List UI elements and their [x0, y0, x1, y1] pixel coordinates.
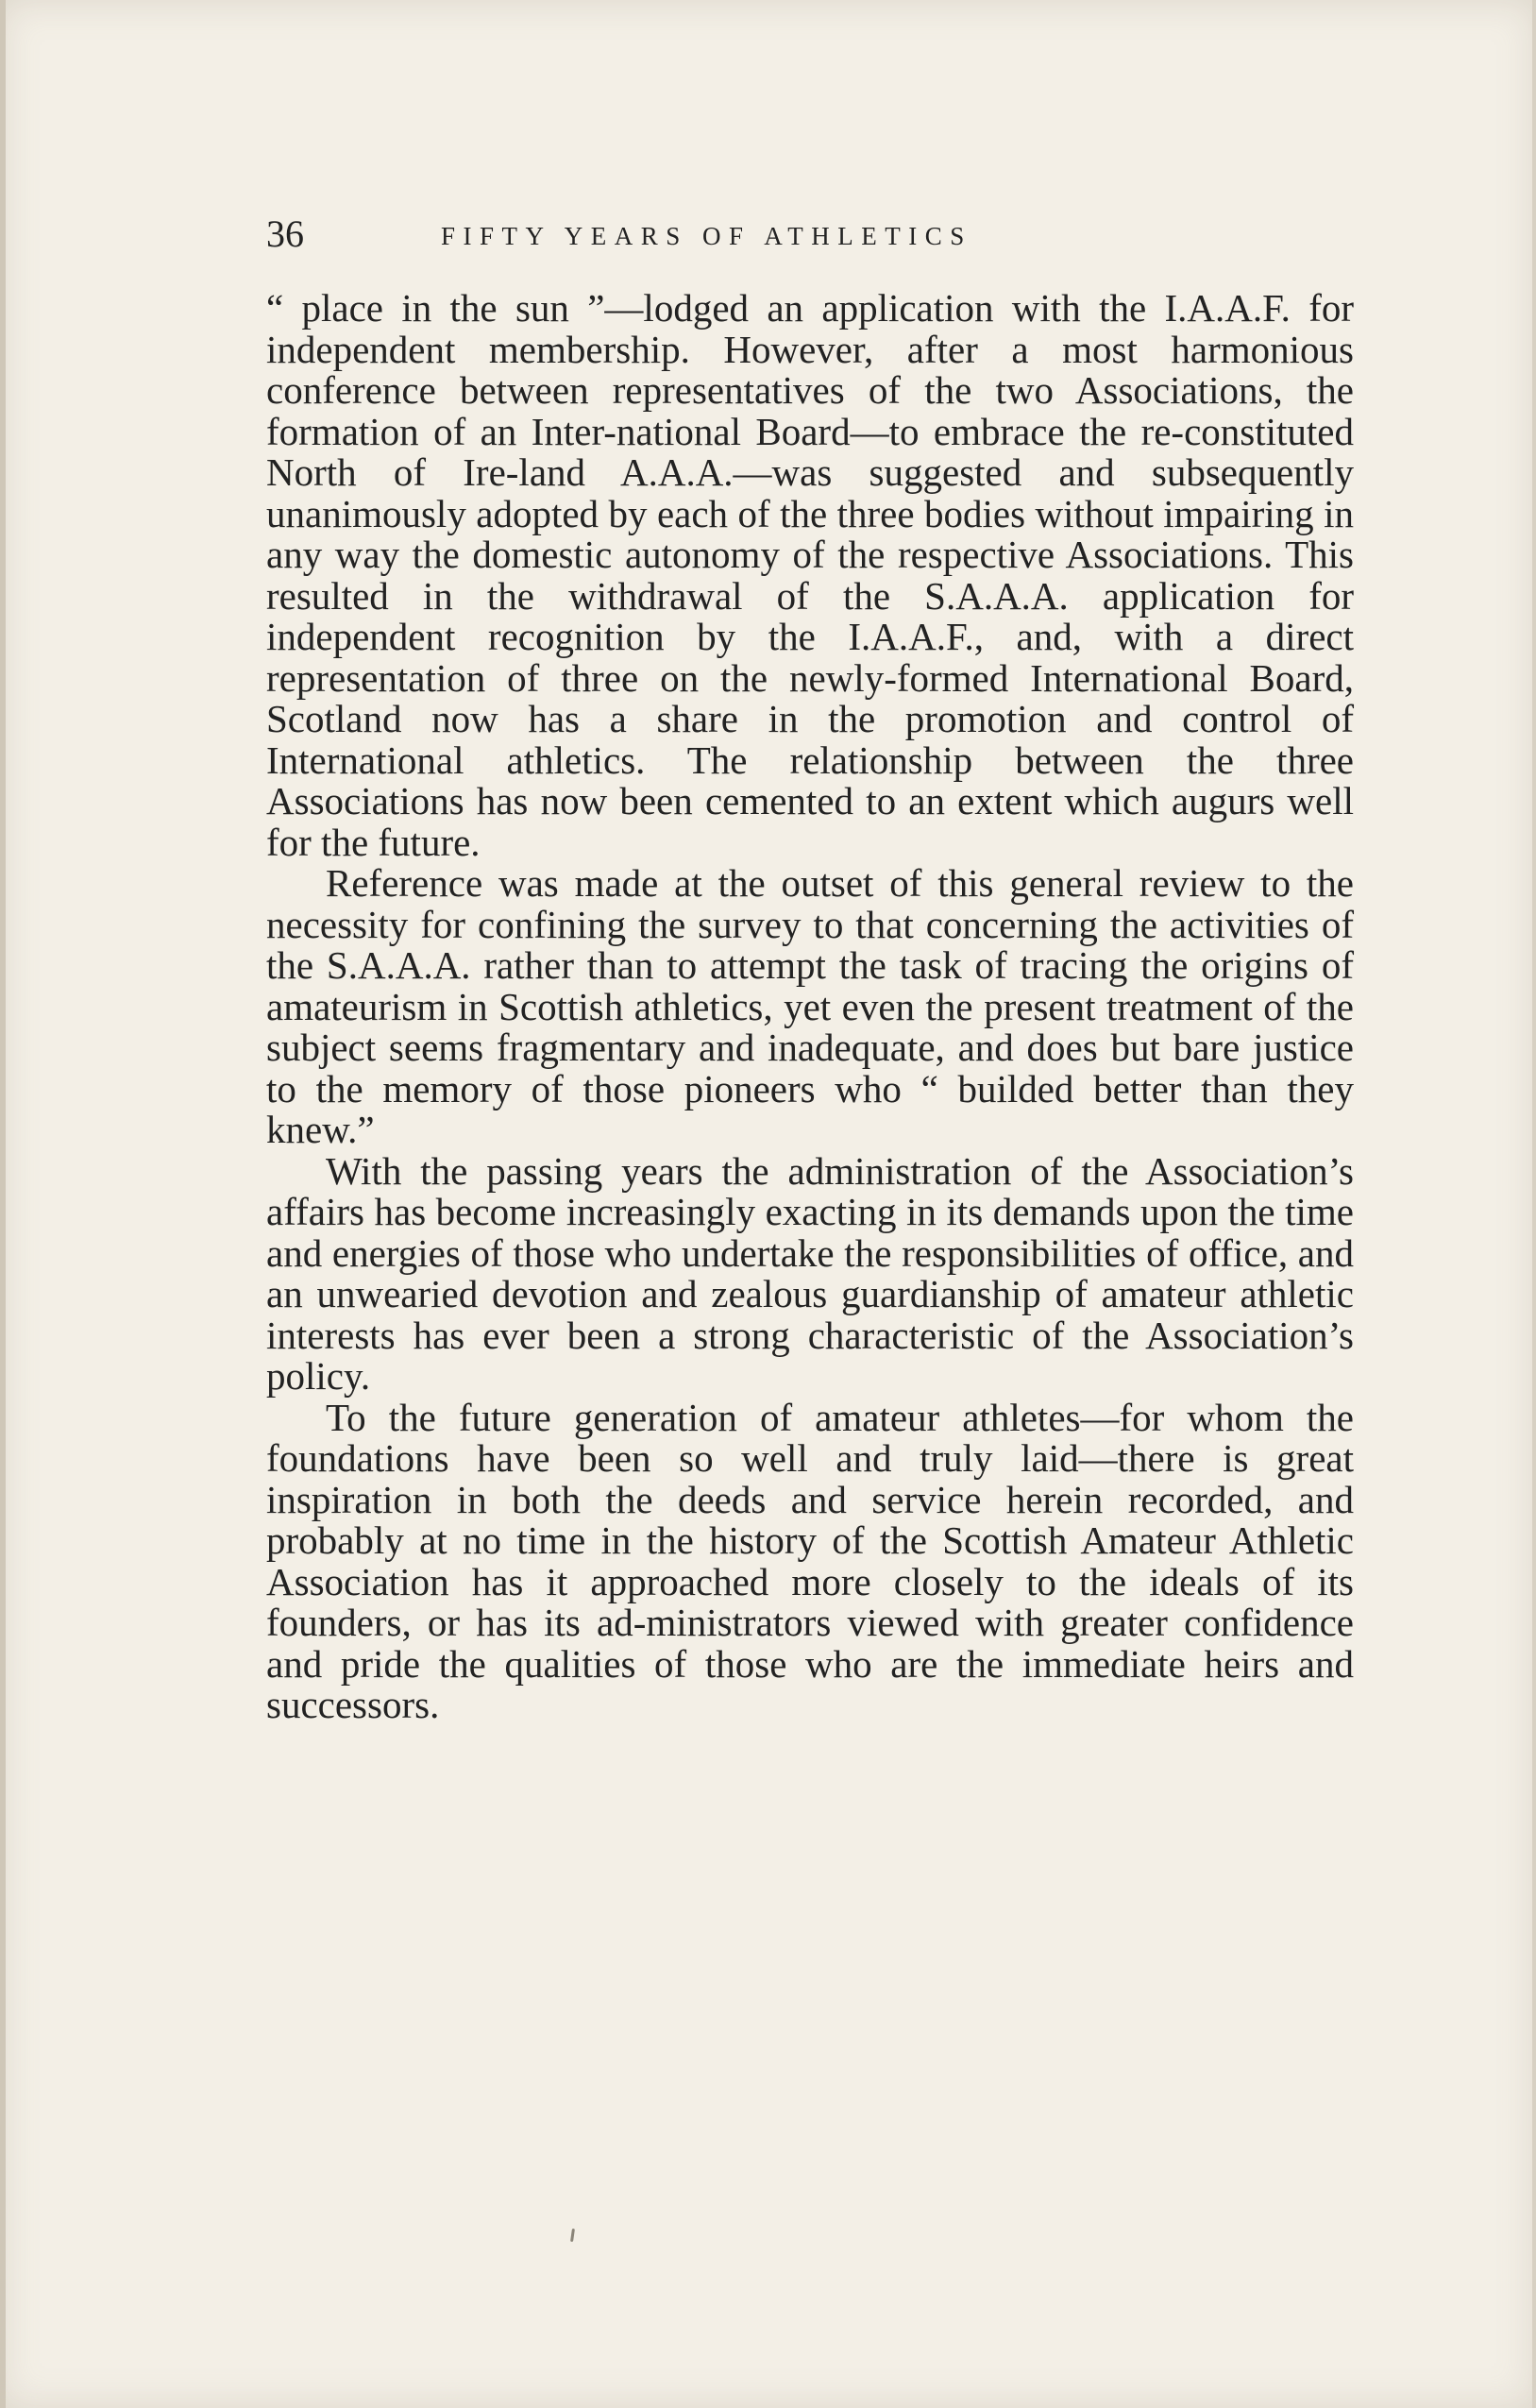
paper-speck [570, 2229, 575, 2242]
paragraph: Reference was made at the outset of this general review to the necessity for confining the survey to that concerning the activities of the S.A.A.A. rather than to attempt the task of tracing the origins of amateurism in Scottish athletics, yet even the present treatment of the subject seems fragmentary and inadequate, and does but bare justice to the memory of those pioneers who “ builded better than they knew.” [266, 861, 1354, 1151]
running-head [266, 212, 1361, 256]
page-right-edge [1532, 0, 1536, 2408]
page-number: 36 [266, 212, 304, 255]
paragraph: With the passing years the administration of the Association’s affairs has become increasingly exacting in its demands upon the time and energies of those who undertake the responsibilities of office, and an unwearied devotion and zealous guardianship of amateur athletic interests has ever been a strong characteristic of the Association’s policy. [266, 1148, 1354, 1398]
paragraph: To the future generation of amateur athletes—for whom the foundations have been so well and truly laid—there is great inspiration in both the deeds and service herein recorded, and probably at no time in the history of the Scottish Amateur Athletic Association has it approached more closely to the ideals of its founders, or has its ad-ministrators viewed with greater confidence and pride the qualities of those who are the immediate heirs and successors. [266, 1395, 1354, 1726]
paragraph: “ place in the sun ”—lodged an application with the I.A.A.F. for independent membership. However, after a most harmonious conference between representatives of the two Associations, the formation of an Inter-national Board—to embrace the re-constituted North of Ire-land A.A.A.—was suggested and subsequently unanimously adopted by each of the three bodies without impairing in any way the domestic autonomy of the respective Associations. This resulted in the withdrawal of the S.A.A.A. application for independent recognition by the I.A.A.F., and, with a direct representation of three on the newly-formed International Board, Scotland now has a share in the promotion and control of International athletics. The relationship between the three Associations has now been cemented to an extent which augurs well for the future. [266, 286, 1354, 864]
page-left-edge [0, 0, 6, 2408]
body-text [266, 288, 1354, 1726]
running-title: FIFTY YEARS OF ATHLETICS [441, 222, 972, 250]
